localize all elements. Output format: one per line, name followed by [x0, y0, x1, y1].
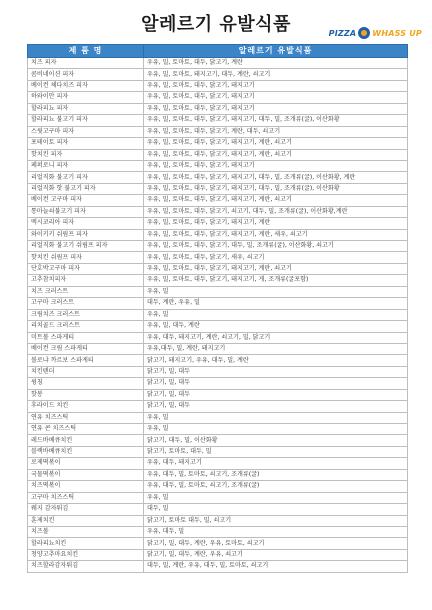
- product-name-cell: 할라피뇨 불고기 피자: [28, 115, 144, 126]
- product-name-cell: 하와이안 피자: [28, 92, 144, 103]
- allergens-cell: 닭고기, 밀, 대두: [144, 366, 408, 377]
- page-title: 알레르기 유발식품: [141, 14, 291, 35]
- product-name-cell: 리얼직화 불고기 쉬림프 피자: [28, 241, 144, 252]
- product-name-cell: 와이키키 쉬림프 피자: [28, 229, 144, 240]
- table-row: [28, 286, 408, 297]
- table-row: [28, 332, 408, 343]
- product-name-cell: 페퍼로니 피자: [28, 160, 144, 171]
- table-row: [28, 103, 408, 114]
- table-row: [28, 526, 408, 537]
- allergens-cell: 닭고기, 밀, 대두, 계란, 우유, 토마토, 쇠고기: [144, 538, 408, 549]
- allergens-cell: 닭고기, 밀, 대두: [144, 389, 408, 400]
- table-row: [28, 58, 408, 69]
- table-row: [28, 412, 408, 423]
- product-name-cell: 훈제치킨: [28, 515, 144, 526]
- table-row: [28, 69, 408, 80]
- table-row: [28, 343, 408, 354]
- table-row: [28, 424, 408, 435]
- table-row: [28, 183, 408, 194]
- product-name-cell: 미트볼 스파게티: [28, 332, 144, 343]
- table-row: [28, 492, 408, 503]
- product-name-cell: 치즈볼: [28, 526, 144, 537]
- product-name-cell: 베이컨 체다치즈 피자: [28, 80, 144, 91]
- allergens-cell: 닭고기, 돼지고기, 우유, 대두, 밀, 계란: [144, 355, 408, 366]
- allergens-cell: 우유, 밀, 토마토, 대두, 닭고기, 돼지고기, 계란, 쇠고기: [144, 138, 408, 149]
- product-name-cell: 연유 콘 치즈스틱: [28, 424, 144, 435]
- product-name-cell: 고구마 크러스트: [28, 298, 144, 309]
- table-row: [28, 458, 408, 469]
- allergens-cell: 우유, 밀, 토마토, 대두, 닭고기, 돼지고기, 대두, 밀, 조개류(굴), 이산화황: [144, 115, 408, 126]
- product-name-cell: 치즈떡볶이: [28, 481, 144, 492]
- allergens-cell: 우유, 밀, 토마토, 대두, 닭고기, 돼지고기: [144, 80, 408, 91]
- table-row: [28, 138, 408, 149]
- product-name-cell: 치킨텐더: [28, 366, 144, 377]
- allergens-cell: 우유, 밀: [144, 424, 408, 435]
- allergens-cell: 닭고기, 토마토, 대두, 밀: [144, 446, 408, 457]
- product-name-cell: 치즈 크러스트: [28, 286, 144, 297]
- table-row: [28, 149, 408, 160]
- allergens-cell: 우유, 밀, 토마토, 대두, 닭고기, 돼지고기: [144, 92, 408, 103]
- product-name-cell: 통마늘쇠불고기 피자: [28, 206, 144, 217]
- product-name-cell: 할라피뇨 피자: [28, 103, 144, 114]
- header-allergens: 알레르기 유발식품: [144, 45, 408, 58]
- table-row: [28, 504, 408, 515]
- product-name-cell: 레드바베큐치킨: [28, 435, 144, 446]
- allergens-cell: 우유, 밀, 토마토, 돼지고기, 대두, 계란, 쇠고기: [144, 69, 408, 80]
- allergens-cell: 우유, 밀, 토마토, 대두, 닭고기, 계란, 대두, 쇠고기: [144, 126, 408, 137]
- product-name-cell: 연유 치즈스틱: [28, 412, 144, 423]
- allergens-cell: 우유, 밀, 대두, 계란: [144, 321, 408, 332]
- allergens-cell: 우유, 밀, 토마토, 대두, 닭고기, 새우, 쇠고기: [144, 252, 408, 263]
- table-row: [28, 206, 408, 217]
- table-row: [28, 92, 408, 103]
- allergens-cell: 닭고기, 토마토 대두, 밀, 쇠고기: [144, 515, 408, 526]
- allergens-cell: 우유, 밀, 토마토, 대두, 닭고기, 돼지고기, 게, 조개류(굴포함): [144, 275, 408, 286]
- table-header-row: [28, 45, 408, 58]
- allergens-cell: 닭고기, 대두, 밀, 이산화황: [144, 435, 408, 446]
- logo-text-pizza: PIZZA: [328, 28, 357, 38]
- table-row: [28, 160, 408, 171]
- allergens-cell: 우유, 대두, 돼지고기, 계란, 쇠고기, 밀, 닭고기: [144, 332, 408, 343]
- table-row: [28, 401, 408, 412]
- table-row: [28, 126, 408, 137]
- product-name-cell: 리얼직화 불고기 피자: [28, 172, 144, 183]
- logo-text-whassup: WHASS UP: [372, 28, 422, 38]
- table-row: [28, 172, 408, 183]
- table-row: [28, 252, 408, 263]
- allergens-cell: 우유, 밀, 토마토, 대두, 닭고기, 쇠고기, 대두, 밀, 조개류(굴), 이산화황,계란: [144, 206, 408, 217]
- table-row: [28, 389, 408, 400]
- table-row: [28, 538, 408, 549]
- product-name-cell: 핫치킨 쉬림프 피자: [28, 252, 144, 263]
- header-product-name: 제 품 명: [28, 45, 144, 58]
- product-name-cell: 리얼직화 핫 불고기 피자: [28, 183, 144, 194]
- table-row: [28, 241, 408, 252]
- table-row: [28, 275, 408, 286]
- table-row: [28, 366, 408, 377]
- allergens-cell: 닭고기, 밀, 대두: [144, 401, 408, 412]
- product-name-cell: 리치골드 크러스트: [28, 321, 144, 332]
- table-row: [28, 446, 408, 457]
- product-name-cell: 할라피뇨치킨: [28, 538, 144, 549]
- allergen-table: [27, 44, 408, 573]
- allergens-cell: 대두, 밀: [144, 504, 408, 515]
- product-name-cell: 고추참치피자: [28, 275, 144, 286]
- table-row: [28, 263, 408, 274]
- table-row: [28, 469, 408, 480]
- allergens-cell: 우유, 밀, 토마토, 대두, 닭고기, 돼지고기, 대두, 밀, 조개류(굴), 이산화황, 계란: [144, 172, 408, 183]
- product-name-cell: 웨지 감자튀김: [28, 504, 144, 515]
- product-name-cell: 볼로냐 까르보 스파게티: [28, 355, 144, 366]
- table-row: [28, 561, 408, 572]
- product-name-cell: 크림치즈 크러스트: [28, 309, 144, 320]
- table-row: [28, 321, 408, 332]
- product-name-cell: 포테이토 피자: [28, 138, 144, 149]
- allergens-cell: 우유, 밀, 토마토, 대두, 닭고기, 계란: [144, 58, 408, 69]
- product-name-cell: 로제떡볶이: [28, 458, 144, 469]
- table-row: [28, 195, 408, 206]
- product-name-cell: 단호박고구마 피자: [28, 263, 144, 274]
- table-row: [28, 549, 408, 560]
- product-name-cell: 멕시코리아 피자: [28, 218, 144, 229]
- product-name-cell: 후라이드 치킨: [28, 401, 144, 412]
- table-row: [28, 355, 408, 366]
- product-name-cell: 핫봉: [28, 389, 144, 400]
- table-row: [28, 80, 408, 91]
- table-row: [28, 218, 408, 229]
- allergens-cell: 우유, 밀, 토마토, 대두, 닭고기, 대두, 밀, 조개류(굴), 이산화황, 쇠고기: [144, 241, 408, 252]
- allergens-cell: 우유, 밀, 토마토, 대두, 닭고기, 돼지고기, 계란, 쇠고기: [144, 195, 408, 206]
- allergens-cell: 우유, 밀, 토마토, 대두, 닭고기, 돼지고기: [144, 103, 408, 114]
- product-name-cell: 스윗고구마 피자: [28, 126, 144, 137]
- allergens-cell: 닭고기, 밀, 대두, 계란, 우유, 쇠고기: [144, 549, 408, 560]
- allergens-cell: 대두, 계란, 우유, 밀: [144, 298, 408, 309]
- allergens-cell: 우유, 밀, 토마토, 대두, 닭고기, 돼지고기: [144, 160, 408, 171]
- product-name-cell: 치즈 피자: [28, 58, 144, 69]
- product-name-cell: 국물떡볶이: [28, 469, 144, 480]
- allergens-cell: 우유, 밀: [144, 492, 408, 503]
- allergens-cell: 우유, 밀: [144, 286, 408, 297]
- table-row: [28, 481, 408, 492]
- product-name-cell: 고구마 치즈스틱: [28, 492, 144, 503]
- product-name-cell: 콤비네이션 피자: [28, 69, 144, 80]
- allergens-cell: 우유, 대두, 밀, 토마토, 쇠고기, 조개류(굴): [144, 469, 408, 480]
- table-row: [28, 435, 408, 446]
- table-row: [28, 309, 408, 320]
- allergens-cell: 우유, 밀, 토마토, 대두, 닭고기, 돼지고기, 계란, 쇠고기: [144, 149, 408, 160]
- product-name-cell: 베이컨 고구마 피자: [28, 195, 144, 206]
- allergens-cell: 우유, 대두, 밀, 토마토, 쇠고기, 조개류(굴): [144, 481, 408, 492]
- allergens-cell: 우유, 밀, 토마토, 대두, 닭고기, 돼지고기, 계란, 쇠고기: [144, 263, 408, 274]
- product-name-cell: 치즈할라감자튀김: [28, 561, 144, 572]
- product-name-cell: 윙칭: [28, 378, 144, 389]
- allergens-cell: 우유, 밀, 토마토, 대두, 닭고기, 돼지고기, 계란, 새우, 쇠고기: [144, 229, 408, 240]
- table-row: [28, 378, 408, 389]
- allergens-cell: 우유, 밀, 토마토, 대두, 닭고기, 돼지고기, 계란: [144, 218, 408, 229]
- table-body: [28, 58, 408, 573]
- allergens-cell: 대두, 밀, 계란, 우유, 대두, 밀, 토마토, 쇠고기: [144, 561, 408, 572]
- allergens-cell: 우유, 대두, 밀: [144, 526, 408, 537]
- product-name-cell: 블랙바베큐치킨: [28, 446, 144, 457]
- brand-logo: [329, 27, 422, 39]
- allergens-cell: 우유, 밀: [144, 309, 408, 320]
- allergens-cell: 닭고기, 밀, 대두: [144, 378, 408, 389]
- product-name-cell: 베이컨 크림 스파게티: [28, 343, 144, 354]
- table-row: [28, 298, 408, 309]
- allergens-cell: 우유, 밀: [144, 412, 408, 423]
- table-row: [28, 115, 408, 126]
- table-row: [28, 229, 408, 240]
- allergens-cell: 우유, 밀, 토마토, 대두, 닭고기, 돼지고기, 대두, 밀, 조개류(굴), 이산화황: [144, 183, 408, 194]
- allergens-cell: 우유,대두, 밀, 계란, 돼지고기: [144, 343, 408, 354]
- product-name-cell: 청양고추마요치킨: [28, 549, 144, 560]
- product-name-cell: 핫치킨 피자: [28, 149, 144, 160]
- logo-badge-icon: [358, 27, 370, 39]
- table-row: [28, 515, 408, 526]
- allergens-cell: 우유, 대두, 돼지고기: [144, 458, 408, 469]
